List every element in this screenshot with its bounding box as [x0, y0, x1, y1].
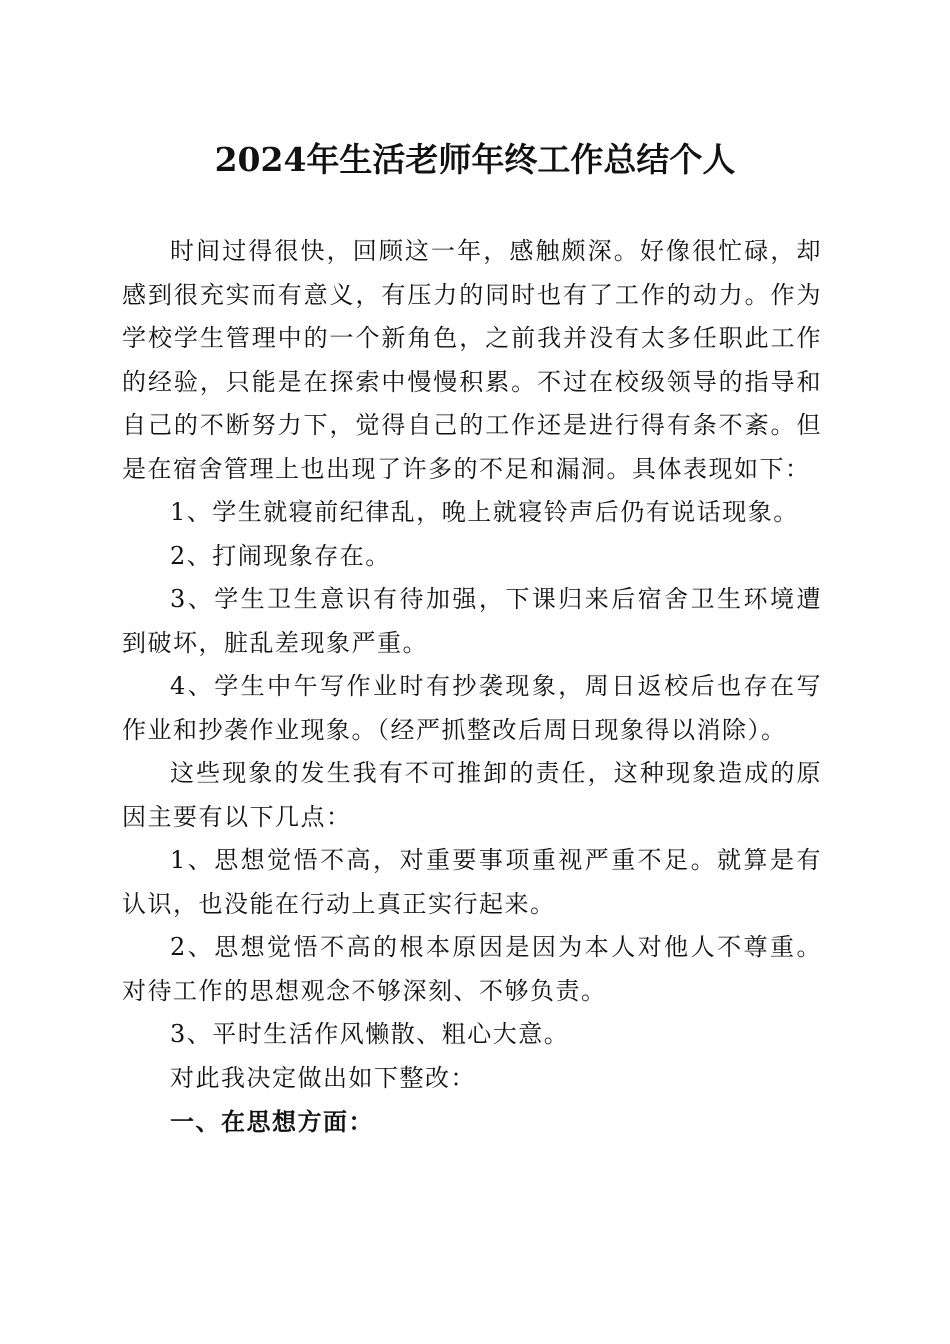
- problem-item-1: 1、学生就寝前纪律乱，晚上就寝铃声后仍有说话现象。: [170, 498, 799, 526]
- problem-item-2: 2、打闹现象存在。: [170, 541, 391, 570]
- intro-paragraph: 时间过得很快，回顾这一年，感触颇深。好像很忙碌，却感到很充实而有意义，有压力的同时也有了工作的动力。作为学校学生管理中的一个新角色，之前我并没有太多任职此工作的经验，只能是在探索中慢慢积累。不过在校级领导的指导和自己的不断努力下，觉得自己的工作还是进行得有条不紊。但是在宿舍管理上也出现了许多的不足和漏洞。具体表现如下：: [122, 237, 822, 483]
- causes-intro-paragraph: 这些现象的发生我有不可推卸的责任，这种现象造成的原因主要有以下几点：: [122, 759, 822, 831]
- document-body: [122, 230, 822, 1144]
- rectification-intro-paragraph: 对此我决定做出如下整改：: [170, 1063, 476, 1092]
- problem-item-4: 4、学生中午写作业时有抄袭现象，周日返校后也存在写作业和抄袭作业现象。（经严抓整改后周日现象得以消除）。: [122, 672, 822, 744]
- document-title: 2024年生活老师年终工作总结个人: [214, 140, 736, 179]
- cause-item-1: 1、思想觉悟不高，对重要事项重视严重不足。就算是有认识，也没能在行动上真正实行起来。: [122, 846, 822, 918]
- cause-item-3: 3、平时生活作风懒散、粗心大意。: [170, 1020, 570, 1048]
- cause-item-2: 2、思想觉悟不高的根本原因是因为本人对他人不尊重。对待工作的思想观念不够深刻、不够负责。: [122, 933, 822, 1005]
- problem-item-3: 3、学生卫生意识有待加强，下课归来后宿舍卫生环境遭到破坏，脏乱差现象严重。: [122, 585, 822, 657]
- section-heading: 一、在思想方面：: [170, 1107, 374, 1136]
